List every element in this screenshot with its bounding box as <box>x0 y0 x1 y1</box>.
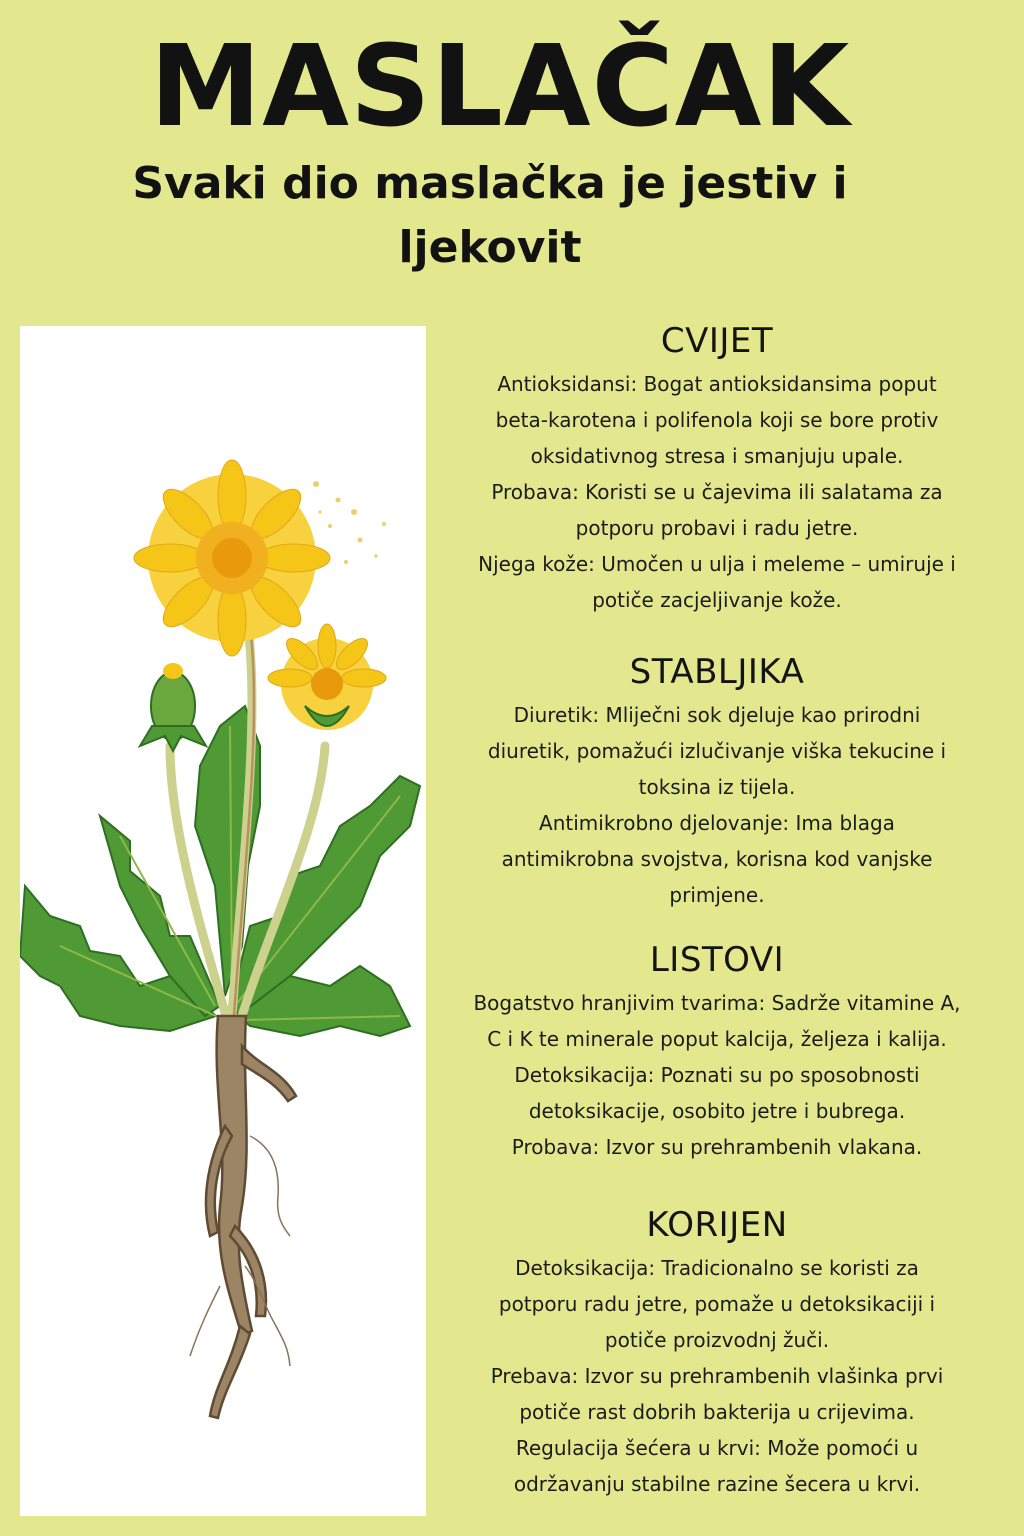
section-line: Prebava: Izvor su prehrambenih vlašinka prvi <box>490 1364 944 1388</box>
section-line: Diuretik: Mliječni sok djeluje kao prirodni <box>513 703 921 727</box>
section-heading: CVIJET <box>660 321 774 361</box>
section-line: Bogatstvo hranjivim tvarima: Sadrže vitamine A, <box>473 991 961 1015</box>
section-heading: STABLJIKA <box>629 652 805 692</box>
dandelion-plant-icon <box>20 326 426 1516</box>
section-line: C i K te minerale poput kalcija, željeza i kalija. <box>487 1027 947 1051</box>
section-heading: KORIJEN <box>646 1205 788 1245</box>
section-line: Detoksikacija: Tradicionalno se koristi za <box>515 1256 919 1280</box>
section-stabljika <box>430 647 1004 913</box>
section-line: diuretik, pomažući izlučivanje viška tekucine i <box>487 739 947 763</box>
section-line: Regulacija šećera u krvi: Može pomoći u <box>515 1436 919 1460</box>
section-line: Probava: Izvor su prehrambenih vlakana. <box>511 1135 923 1159</box>
section-listovi <box>430 935 1004 1165</box>
section-line: Probava: Koristi se u čajevima ili salatama za <box>491 480 943 504</box>
section-korijen <box>430 1200 1004 1502</box>
section-line: Detoksikacija: Poznati su po sposobnosti <box>514 1063 920 1087</box>
section-line: potiče rast dobrih bakterija u crijevima. <box>519 1400 915 1424</box>
section-line: Antimikrobno djelovanje: Ima blaga <box>539 811 895 835</box>
section-line: potporu probavi i radu jetre. <box>575 516 859 540</box>
section-line: beta-karotena i polifenola koji se bore protiv <box>495 408 939 432</box>
section-line: primjene. <box>669 883 765 907</box>
section-cvijet <box>430 316 1004 618</box>
section-line: antimikrobna svojstva, korisna kod vanjske <box>501 847 933 871</box>
section-line: oksidativnog stresa i smanjuju upale. <box>530 444 904 468</box>
page-title: MASLAČAK <box>149 22 851 152</box>
section-heading: LISTOVI <box>649 940 785 980</box>
section-line: potiče proizvodnj žuči. <box>604 1328 830 1352</box>
section-line: potiče zacjeljivanje kože. <box>592 588 842 612</box>
section-line: Antioksidansi: Bogat antioksidansima poput <box>497 372 937 396</box>
section-line: Njega kože: Umočen u ulja i meleme – umiruje i <box>478 552 956 576</box>
section-line: toksina iz tijela. <box>638 775 796 799</box>
section-line: potporu radu jetre, pomaže u detoksikaciji i <box>498 1292 936 1316</box>
section-line: detoksikacije, osobito jetre i bubrega. <box>528 1099 906 1123</box>
page-subtitle: Svaki dio maslačka je jestiv i ljekovit <box>132 158 848 273</box>
dandelion-illustration <box>20 326 426 1516</box>
section-line: održavanju stabilne razine šecera u krvi. <box>513 1472 921 1496</box>
